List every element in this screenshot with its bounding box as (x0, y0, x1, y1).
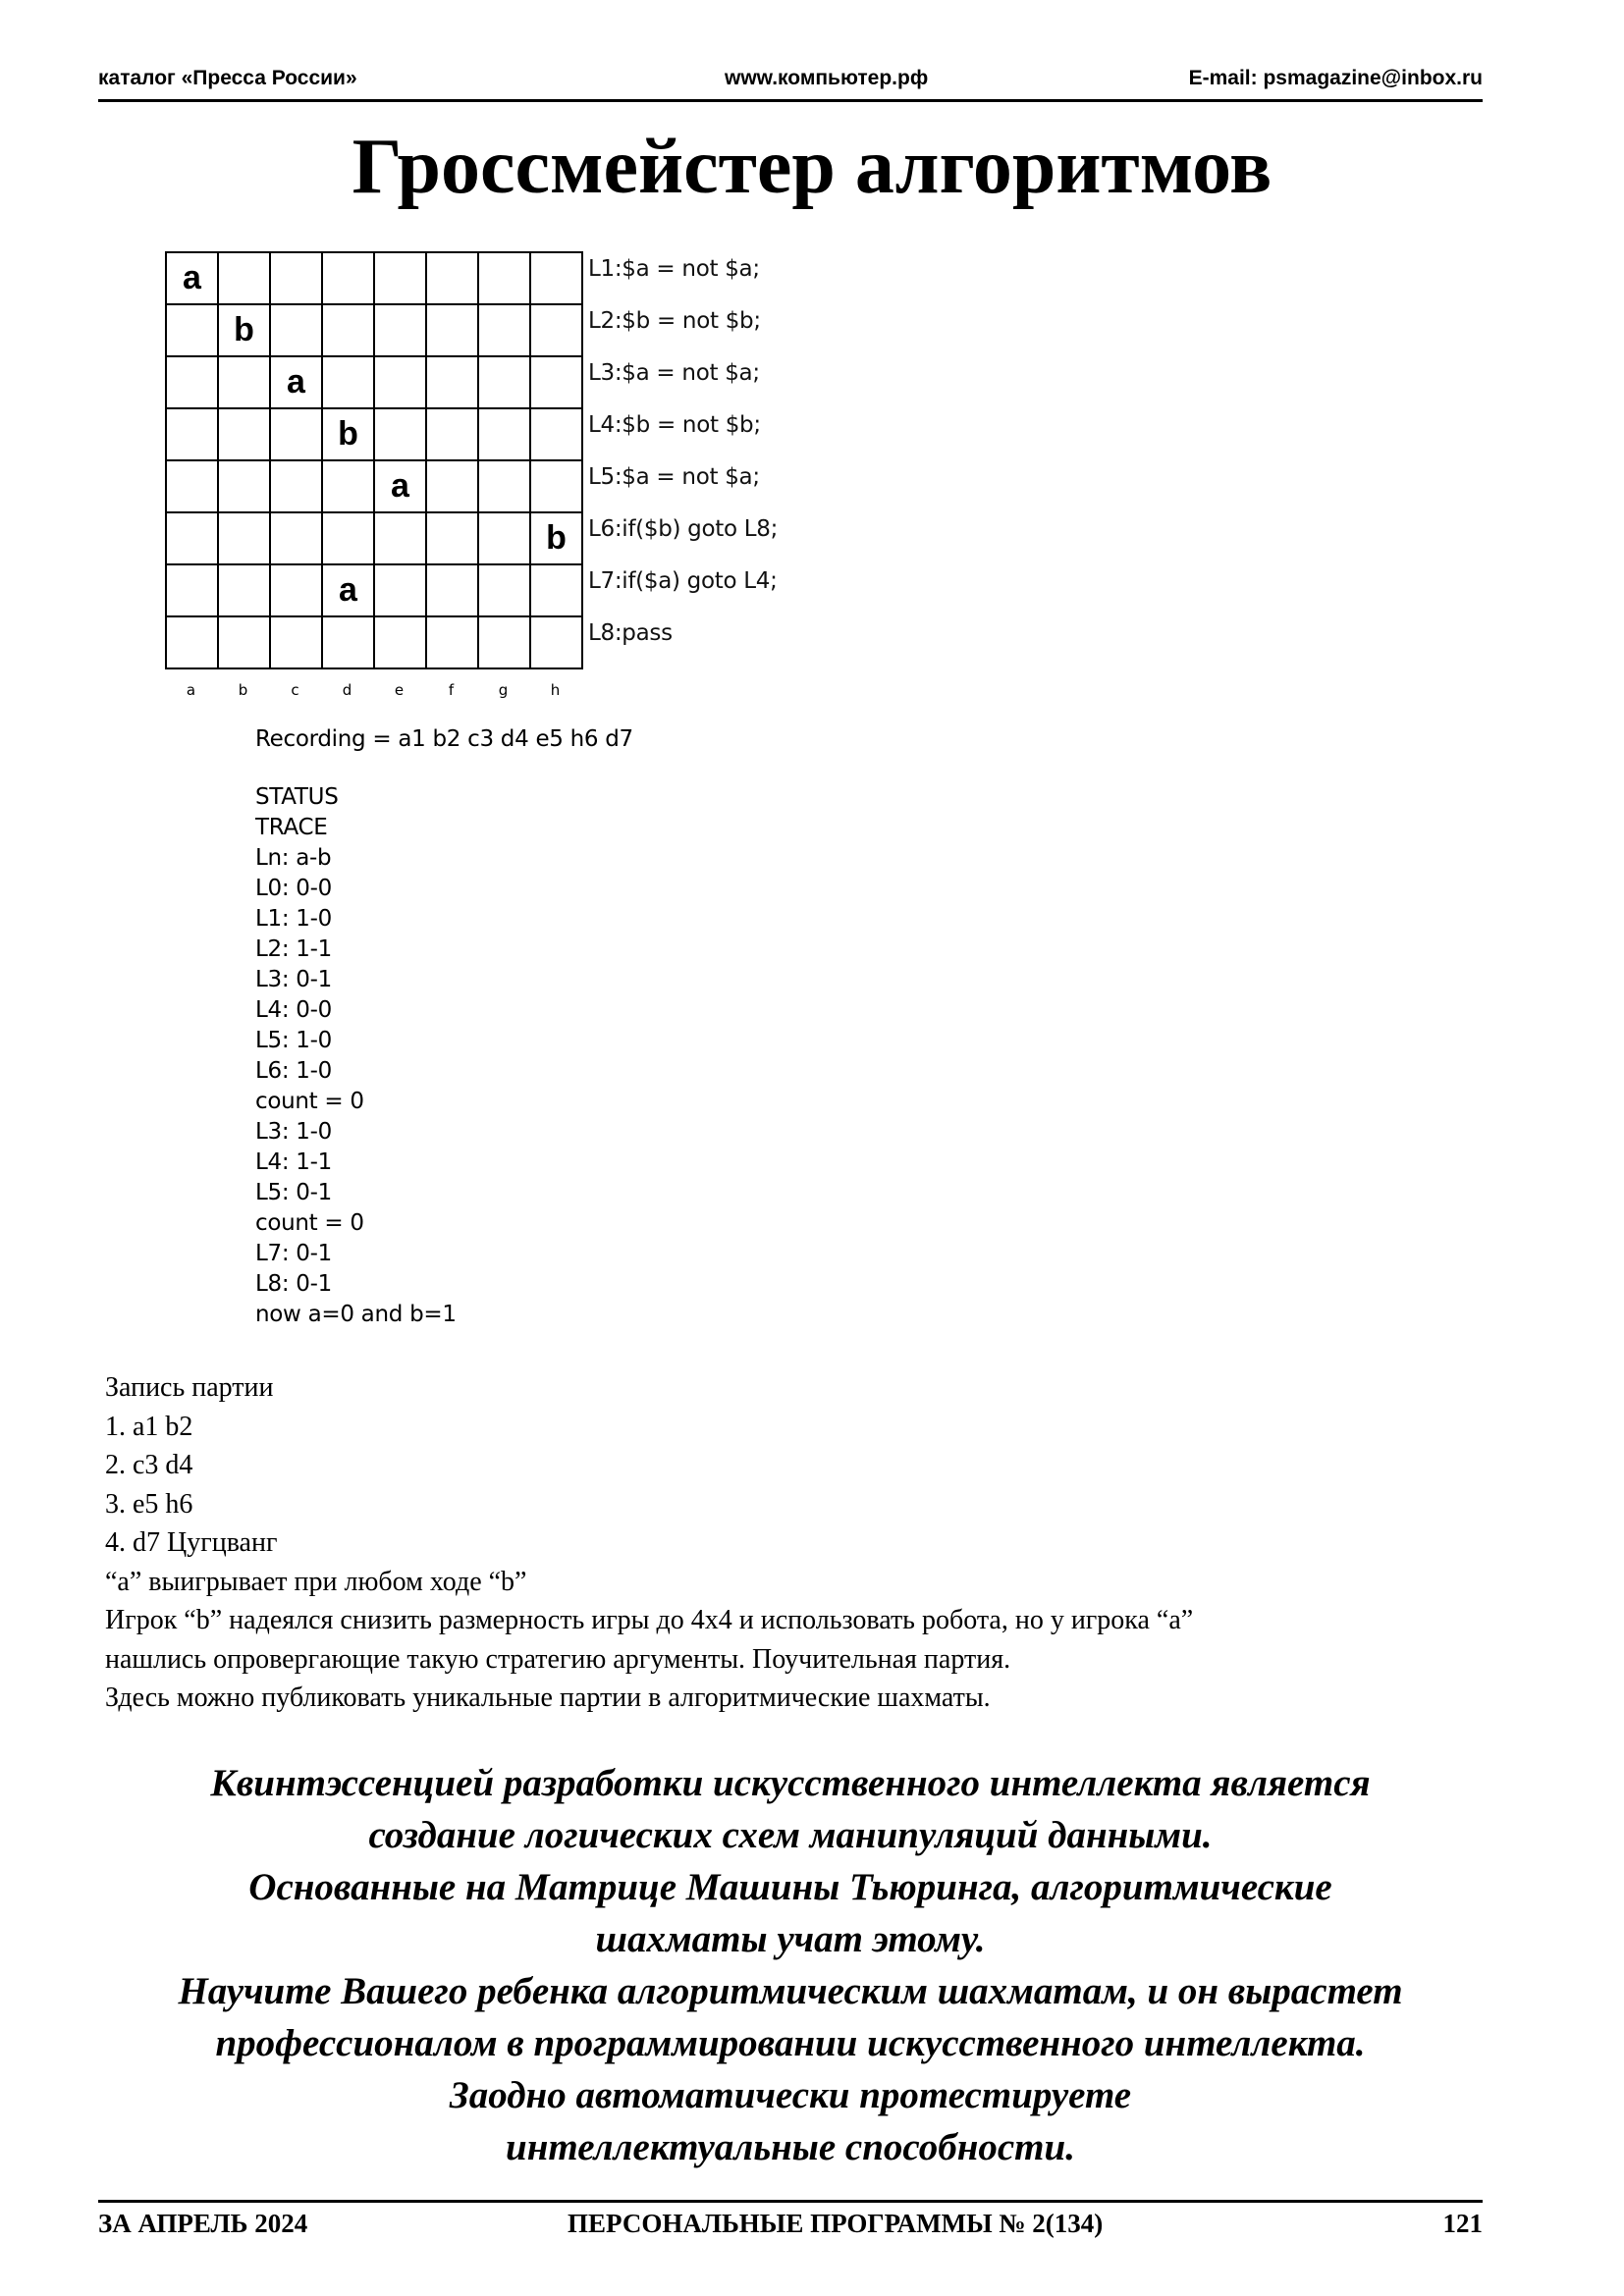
board-cell (166, 616, 218, 668)
board-cell (270, 460, 322, 512)
board-cell (166, 356, 218, 408)
board-row (166, 460, 582, 512)
board-row (166, 252, 582, 304)
board-cell (218, 408, 270, 460)
board-cell (374, 512, 426, 564)
promo-line: Основанные на Матрице Машины Тьюринга, алгоритмические (248, 1866, 1332, 1908)
board-cell (218, 460, 270, 512)
board-cell: b (218, 304, 270, 356)
trace-line: L8: 0-1 (255, 1271, 332, 1297)
code-line: L1:$a = not $a; (588, 256, 760, 282)
board-cell (478, 304, 530, 356)
board-cell (322, 356, 374, 408)
file-label: d (342, 681, 352, 699)
file-label: h (550, 681, 561, 699)
board-cell (270, 512, 322, 564)
status-trace (255, 782, 457, 1330)
trace-line: L4: 0-0 (255, 997, 332, 1023)
file-label: b (238, 681, 248, 699)
page-footer (98, 2207, 1483, 2246)
code-line: L7:if($a) goto L4; (588, 568, 778, 594)
board-cell (478, 616, 530, 668)
body-line: нашлись опровергающие такую стратегию аргументы. Поучительная партия. (105, 1643, 1011, 1675)
board-cell (166, 564, 218, 616)
header-divider (98, 99, 1483, 102)
trace-line: L4: 1-1 (255, 1149, 332, 1175)
board-cell (530, 304, 582, 356)
board-cell (478, 512, 530, 564)
board-cell (426, 304, 478, 356)
promo-line: профессионалом в программировании искусственного интеллекта. (215, 2022, 1366, 2064)
board-cell (218, 564, 270, 616)
board-cell (530, 564, 582, 616)
file-label: e (394, 681, 405, 699)
board-cell (426, 616, 478, 668)
promo-line: Научите Вашего ребенка алгоритмическим шахматам, и он вырастет (178, 1970, 1403, 2012)
program-code (588, 249, 778, 666)
trace-line: now a=0 and b=1 (255, 1302, 457, 1327)
recording-line: Recording = a1 b2 c3 d4 e5 h6 d7 (255, 726, 633, 752)
code-line: L8:pass (588, 620, 673, 646)
promo-line: интеллектуальные способности. (506, 2126, 1075, 2168)
file-label: f (448, 681, 455, 699)
trace-line: L0: 0-0 (255, 876, 332, 901)
board-cell (426, 252, 478, 304)
page-header (98, 65, 1483, 98)
trace-line: L7: 0-1 (255, 1241, 332, 1266)
chess-board (165, 251, 583, 669)
article-body (105, 1368, 1499, 1718)
board-cell (530, 356, 582, 408)
body-line: Здесь можно публиковать уникальные партии в алгоритмические шахматы. (105, 1682, 991, 1713)
board-cell (322, 512, 374, 564)
board-row (166, 304, 582, 356)
body-line: “a” выигрывает при любом ходе “b” (105, 1566, 527, 1597)
body-line: 2. c3 d4 (105, 1450, 193, 1480)
board-cell (322, 252, 374, 304)
board-cell: a (166, 252, 218, 304)
board-cell (374, 304, 426, 356)
body-line: Запись партии (105, 1372, 274, 1403)
promo-line: Квинтэссенцией разработки искусственного интеллекта является (210, 1762, 1371, 1804)
board-file-labels (165, 681, 581, 705)
code-line: L6:if($b) goto L8; (588, 516, 779, 542)
board-cell (426, 460, 478, 512)
code-line: L3:$a = not $a; (588, 360, 760, 386)
board-cell (270, 616, 322, 668)
promo-line: создание логических схем манипуляций данными. (368, 1814, 1213, 1856)
trace-line: L1: 1-0 (255, 906, 332, 932)
trace-line: TRACE (255, 815, 328, 840)
footer-divider (98, 2200, 1483, 2203)
issue-date: ЗА АПРЕЛЬ 2024 (98, 2209, 308, 2238)
board-cell (478, 460, 530, 512)
board-cell (166, 304, 218, 356)
board-cell (374, 252, 426, 304)
trace-line: count = 0 (255, 1089, 364, 1114)
board-cell (166, 460, 218, 512)
website-link[interactable]: www.компьютер.рф (725, 67, 929, 89)
board-cell: a (270, 356, 322, 408)
board-cell (270, 252, 322, 304)
board-cell (218, 616, 270, 668)
board-cell (218, 512, 270, 564)
board-cell (374, 356, 426, 408)
board-row (166, 408, 582, 460)
board-cell (530, 616, 582, 668)
body-line: 3. e5 h6 (105, 1488, 193, 1520)
board-cell (426, 564, 478, 616)
board-cell (166, 512, 218, 564)
board-cell: a (322, 564, 374, 616)
trace-line: L6: 1-0 (255, 1058, 332, 1084)
trace-line: STATUS (255, 784, 339, 810)
file-label: g (498, 681, 509, 699)
magazine-name: ПЕРСОНАЛЬНЫЕ ПРОГРАММЫ № 2(134) (568, 2209, 1104, 2238)
board-cell (426, 356, 478, 408)
board-cell (478, 564, 530, 616)
board-cell (530, 460, 582, 512)
board-row (166, 512, 582, 564)
board-cell (478, 408, 530, 460)
board-cell (374, 616, 426, 668)
board-cell (478, 252, 530, 304)
board-cell (322, 304, 374, 356)
trace-line: L3: 1-0 (255, 1119, 332, 1145)
board-cell (322, 460, 374, 512)
body-line: Игрок “b” надеялся снизить размерность игры до 4х4 и использовать робота, но у игрока “a” (105, 1605, 1194, 1635)
board-cell (270, 304, 322, 356)
code-line: L2:$b = not $b; (588, 308, 761, 334)
catalog-label: каталог «Пресса России» (98, 67, 357, 89)
file-label: a (186, 681, 196, 699)
page-number: 121 (1442, 2209, 1483, 2238)
board-row (166, 616, 582, 668)
code-line: L4:$b = not $b; (588, 412, 761, 438)
board-cell (166, 408, 218, 460)
board-cell (322, 616, 374, 668)
promo-text (98, 1757, 1483, 2173)
trace-line: L2: 1-1 (255, 936, 332, 962)
email-link[interactable]: E-mail: psmagazine@inbox.ru (1188, 67, 1483, 89)
article-title: Гроссмейстер алгоритмов (352, 124, 1272, 210)
board-cell (270, 564, 322, 616)
board-cell (478, 356, 530, 408)
board-cell (270, 408, 322, 460)
promo-line: шахматы учат этому. (595, 1918, 986, 1960)
board-cell (218, 356, 270, 408)
board-cell (374, 564, 426, 616)
trace-line: count = 0 (255, 1210, 364, 1236)
trace-line: L5: 1-0 (255, 1028, 332, 1053)
board-cell (530, 408, 582, 460)
board-cell: a (374, 460, 426, 512)
file-label: c (291, 681, 299, 699)
trace-line: L5: 0-1 (255, 1180, 332, 1205)
board-cell (374, 408, 426, 460)
body-line: 4. d7 Цугцванг (105, 1527, 278, 1558)
board-cell (426, 512, 478, 564)
code-line: L5:$a = not $a; (588, 464, 760, 490)
board-cell: b (322, 408, 374, 460)
board-row (166, 356, 582, 408)
board-row (166, 564, 582, 616)
board-cell (218, 252, 270, 304)
board-cell: b (530, 512, 582, 564)
board-cell (426, 408, 478, 460)
promo-line: Заодно автоматически протестируете (449, 2074, 1132, 2116)
board-cell (530, 252, 582, 304)
trace-line: L3: 0-1 (255, 967, 332, 992)
body-line: 1. a1 b2 (105, 1411, 193, 1442)
trace-line: Ln: a-b (255, 845, 332, 871)
